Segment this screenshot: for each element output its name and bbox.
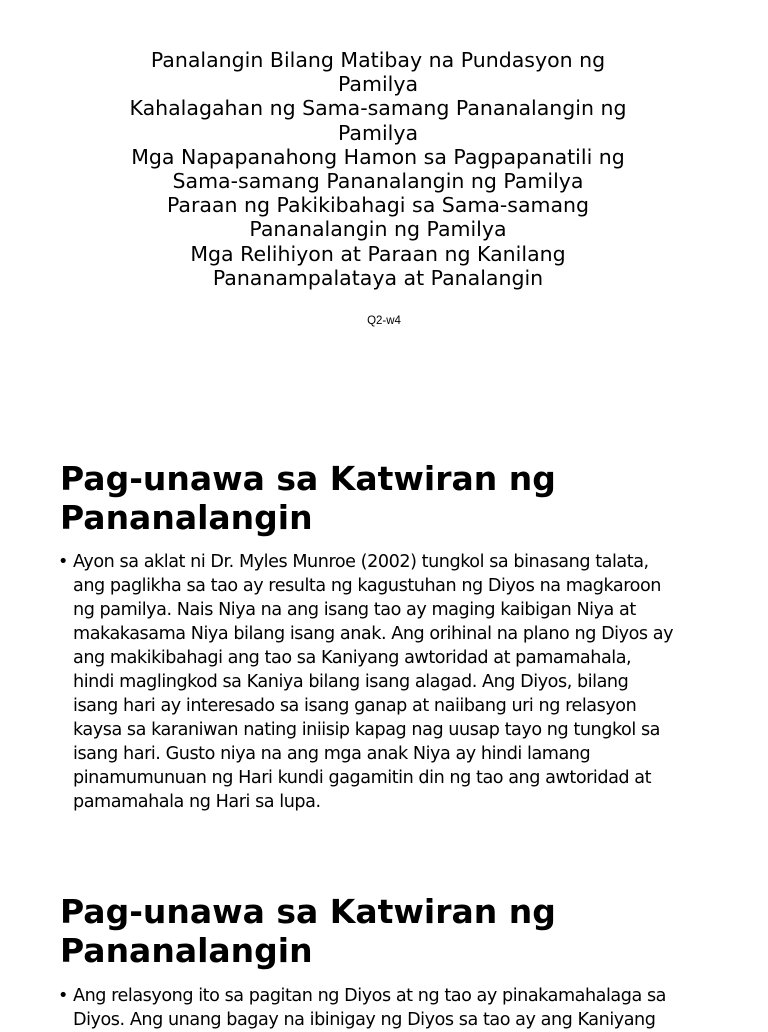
title-line: Pamilya [337,72,419,97]
text-line: hindi maglingkod sa Kaniya bilang isang alagad. Ang Diyos, bilang [73,672,629,692]
section-heading-line: Pag-unawa sa Katwiran ng [60,459,556,498]
title-line: Sama-samang Pananalangin ng Pamilya [172,169,584,194]
section-heading-line: Pag-unawa sa Katwiran ng [60,892,556,931]
slide-subtitle: Q2-w4 [367,315,401,327]
text-line: pinamumunuan ng Hari kundi gagamitin din ng tao ang awtoridad at [73,768,652,788]
section-heading [60,892,740,970]
text-line: isang hari. Gusto niya na ang mga anak Niya ay hindi lamang [73,744,591,764]
title-line: Pamilya [337,120,419,145]
section-heading-line: Pananalangin [60,498,313,537]
slide-title [90,48,666,290]
bullet-text [73,984,718,1032]
text-line: kaysa sa karaniwan nating iniisip kapag nag uusap tayo ng tungkol sa [73,720,660,740]
title-line: Mga Napapanahong Hamon sa Pagpapanatili ng [131,144,625,169]
text-line: ang makikibahagi ang tao sa Kaniyang awtoridad at pamamahala, [73,648,632,668]
title-line: Mga Relihiyon at Paraan ng Kanilang [190,241,566,266]
bullet-marker: • [58,986,68,1006]
title-line: Panalangin Bilang Matibay na Pundasyon ng [150,48,606,72]
text-line: ng pamilya. Nais Niya na ang isang tao ay maging kaibigan Niya at [73,600,636,620]
text-line: isang hari ay interesado sa isang ganap at naiibang uri ng relasyon [73,696,637,716]
bullet-paragraph [58,550,718,814]
bullet-paragraph [58,984,718,1032]
text-line: pamamahala ng Hari sa lupa. [73,792,321,812]
text-line: makakasama Niya bilang isang anak. Ang orihinal na plano ng Diyos ay [73,624,674,644]
title-line: Pananampalataya at Panalangin [212,265,544,290]
text-line: Ang relasyong ito sa pagitan ng Diyos at ng tao ay pinakamahalaga sa [73,986,666,1006]
text-line: Ayon sa aklat ni Dr. Myles Munroe (2002) tungkol sa binasang talata, [73,552,649,572]
section-heading-line: Pananalangin [60,931,313,970]
section-heading [60,459,740,537]
title-line: Pananalangin ng Pamilya [249,217,507,242]
bullet-marker: • [58,552,68,572]
text-line: Diyos. Ang unang bagay na ibinigay ng Diyos sa tao ay ang Kaniyang [73,1010,656,1030]
text-line: ang paglikha sa tao ay resulta ng kagustuhan ng Diyos na magkaroon [73,576,661,596]
bullet-text [73,550,718,814]
title-line: Paraan ng Pakikibahagi sa Sama-samang [166,193,590,218]
title-line: Kahalagahan ng Sama-samang Pananalangin ng [129,96,627,121]
